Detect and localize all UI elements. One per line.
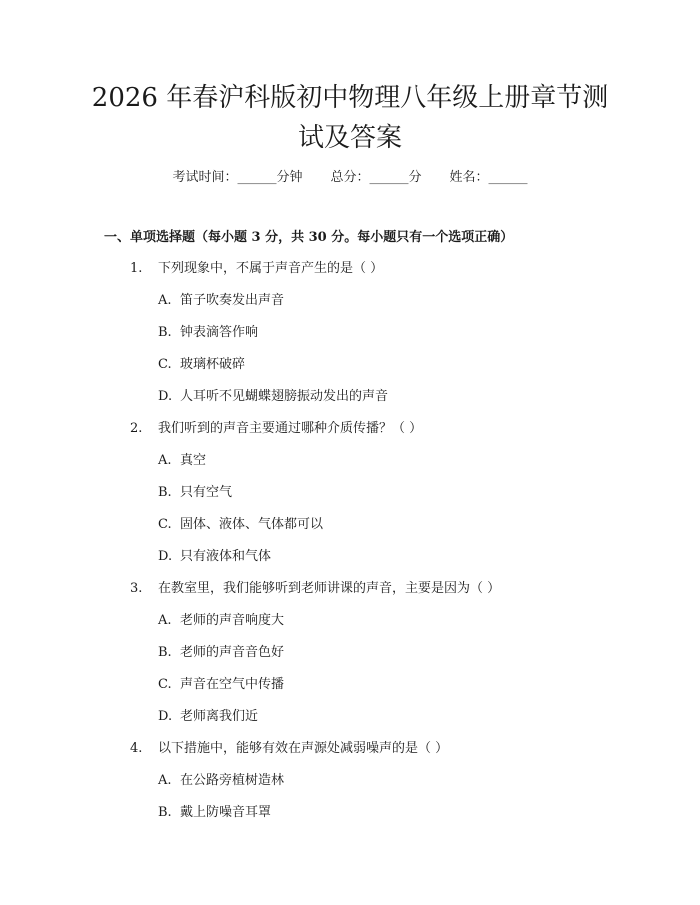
- option-3c: [158, 675, 284, 695]
- name-field: 姓名：______: [449, 170, 528, 185]
- option-text: 只有空气: [180, 485, 233, 500]
- question-text: 在教室里，我们能够听到老师讲课的声音，主要是因为（ ）: [158, 581, 501, 596]
- option-letter: B.: [158, 485, 172, 500]
- option-1d: [158, 387, 388, 407]
- question-2: [130, 419, 422, 439]
- question-4: [130, 739, 448, 759]
- option-letter: C.: [158, 357, 172, 372]
- exam-meta-line: [0, 168, 700, 188]
- option-1a: [158, 291, 284, 311]
- option-letter: C.: [158, 677, 172, 692]
- option-2c: [158, 515, 323, 535]
- title-line-1: 2026 年春沪科版初中物理八年级上册章节测: [91, 83, 609, 113]
- option-text: 玻璃杯破碎: [180, 357, 246, 372]
- option-letter: B.: [158, 805, 172, 820]
- option-letter: B.: [158, 325, 172, 340]
- option-text: 真空: [180, 453, 207, 468]
- section-heading: 一、单项选择题（每小题 3 分，共 30 分。每小题只有一个选项正确）: [104, 230, 514, 245]
- total-score-field: 总分：______分: [330, 170, 422, 185]
- option-4b: [158, 803, 271, 823]
- question-number: 2.: [130, 421, 143, 436]
- option-text: 人耳听不见蝴蝶翅膀振动发出的声音: [180, 389, 389, 404]
- option-text: 老师离我们近: [180, 709, 259, 724]
- option-3d: [158, 707, 258, 727]
- question-number: 3.: [130, 581, 143, 596]
- option-text: 老师的声音响度大: [180, 613, 285, 628]
- option-text: 只有液体和气体: [180, 549, 272, 564]
- option-letter: A.: [158, 453, 172, 468]
- option-letter: C.: [158, 517, 172, 532]
- question-text: 以下措施中，能够有效在声源处减弱噪声的是（ ）: [158, 741, 449, 756]
- option-4a: [158, 771, 284, 791]
- option-3b: [158, 643, 284, 663]
- option-text: 笛子吹奏发出声音: [180, 293, 285, 308]
- option-letter: D.: [158, 549, 173, 564]
- option-1b: [158, 323, 258, 343]
- option-2b: [158, 483, 232, 503]
- option-letter: A.: [158, 773, 172, 788]
- option-2d: [158, 547, 271, 567]
- option-letter: A.: [158, 613, 172, 628]
- option-3a: [158, 611, 284, 631]
- option-text: 钟表滴答作响: [180, 325, 259, 340]
- document-title: [70, 78, 630, 158]
- question-1: [130, 259, 383, 279]
- option-text: 固体、液体、气体都可以: [180, 517, 324, 532]
- option-text: 声音在空气中传播: [180, 677, 285, 692]
- option-letter: B.: [158, 645, 172, 660]
- question-text: 下列现象中，不属于声音产生的是（ ）: [158, 261, 384, 276]
- exam-time-field: 考试时间：______分钟: [172, 170, 303, 185]
- option-letter: A.: [158, 293, 172, 308]
- option-text: 戴上防噪音耳罩: [180, 805, 272, 820]
- option-1c: [158, 355, 245, 375]
- title-line-2: 试及答案: [297, 123, 402, 153]
- option-letter: D.: [158, 389, 173, 404]
- option-text: 老师的声音音色好: [180, 645, 285, 660]
- option-text: 在公路旁植树造林: [180, 773, 285, 788]
- question-text: 我们听到的声音主要通过哪种介质传播？（ ）: [158, 421, 423, 436]
- option-letter: D.: [158, 709, 173, 724]
- option-2a: [158, 451, 206, 471]
- question-3: [130, 579, 500, 599]
- question-number: 1.: [130, 261, 143, 276]
- question-number: 4.: [130, 741, 143, 756]
